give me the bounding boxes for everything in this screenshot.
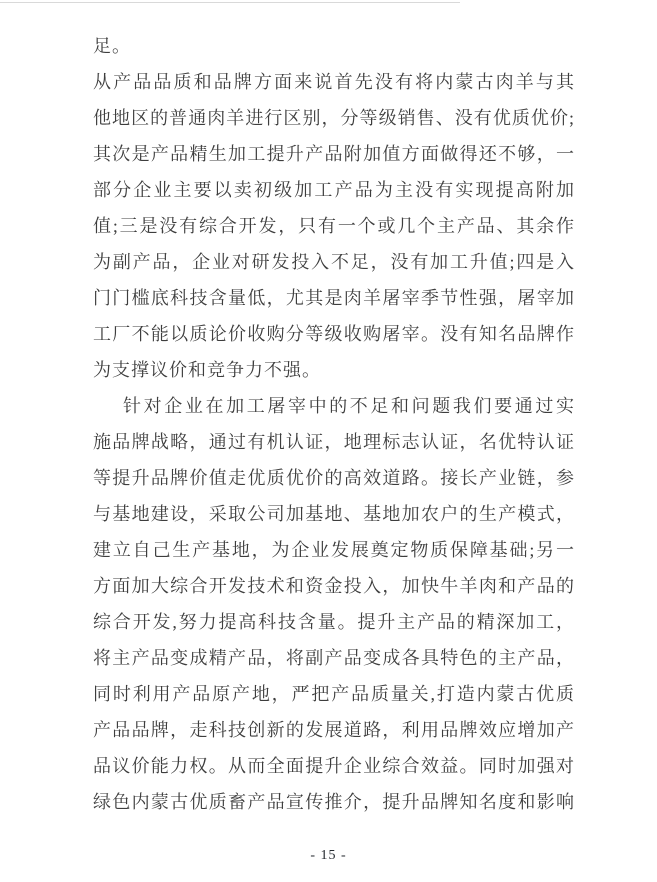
text-line: 他地区的普通肉羊进行区别，分等级销售、没有优质优价;: [93, 108, 575, 128]
text-line: 品议价能力权。从而全面提升企业综合效益。同时加强对: [93, 756, 575, 776]
text-line: 综合开发,努力提高科技含量。提升主产品的精深加工，: [93, 612, 575, 632]
text-line: 施品牌战略，通过有机认证，地理标志认证，名优特认证: [93, 432, 575, 452]
text-line: 绿色内蒙古优质畜产品宣传推介，提升品牌知名度和影响: [93, 792, 575, 812]
text-line: 值;三是没有综合开发，只有一个或几个主产品、其余作: [93, 216, 575, 236]
text-line: 与基地建设，采取公司加基地、基地加农户的生产模式，: [93, 504, 575, 524]
text-block: [93, 28, 575, 820]
page-top-rule: [0, 2, 460, 3]
text-line: 同时利用产品原产地，严把产品质量关,打造内蒙古优质: [93, 684, 575, 704]
text-line: 方面加大综合开发技术和资金投入，加快牛羊肉和产品的: [93, 576, 575, 596]
text-line: 产品品牌，走科技创新的发展道路，利用品牌效应增加产: [93, 720, 575, 740]
text-line: 部分企业主要以卖初级加工产品为主没有实现提高附加: [93, 180, 575, 200]
text-line: 等提升品牌价值走优质优价的高效道路。接长产业链，参: [93, 468, 575, 488]
text-line: 从产品品质和品牌方面来说首先没有将内蒙古肉羊与其: [93, 72, 575, 92]
text-line: 针对企业在加工屠宰中的不足和问题我们要通过实: [123, 396, 575, 416]
page-number: - 15 -: [310, 848, 347, 863]
text-line: 建立自己生产基地，为企业发展奠定物质保障基础;另一: [93, 540, 575, 560]
text-line: 工厂不能以质论价收购分等级收购屠宰。没有知名品牌作: [93, 324, 575, 344]
text-line: 为支撑议价和竞争力不强。: [93, 360, 321, 380]
text-line: 足。: [93, 36, 131, 56]
text-line: 其次是产品精生加工提升产品附加值方面做得还不够，一: [93, 144, 575, 164]
text-line: 为副产品，企业对研发投入不足，没有加工升值;四是入: [93, 252, 575, 272]
text-line: 将主产品变成精产品，将副产品变成各具特色的主产品，: [93, 648, 575, 668]
text-line: 门门槛底科技含量低，尤其是肉羊屠宰季节性强，屠宰加: [93, 288, 575, 308]
